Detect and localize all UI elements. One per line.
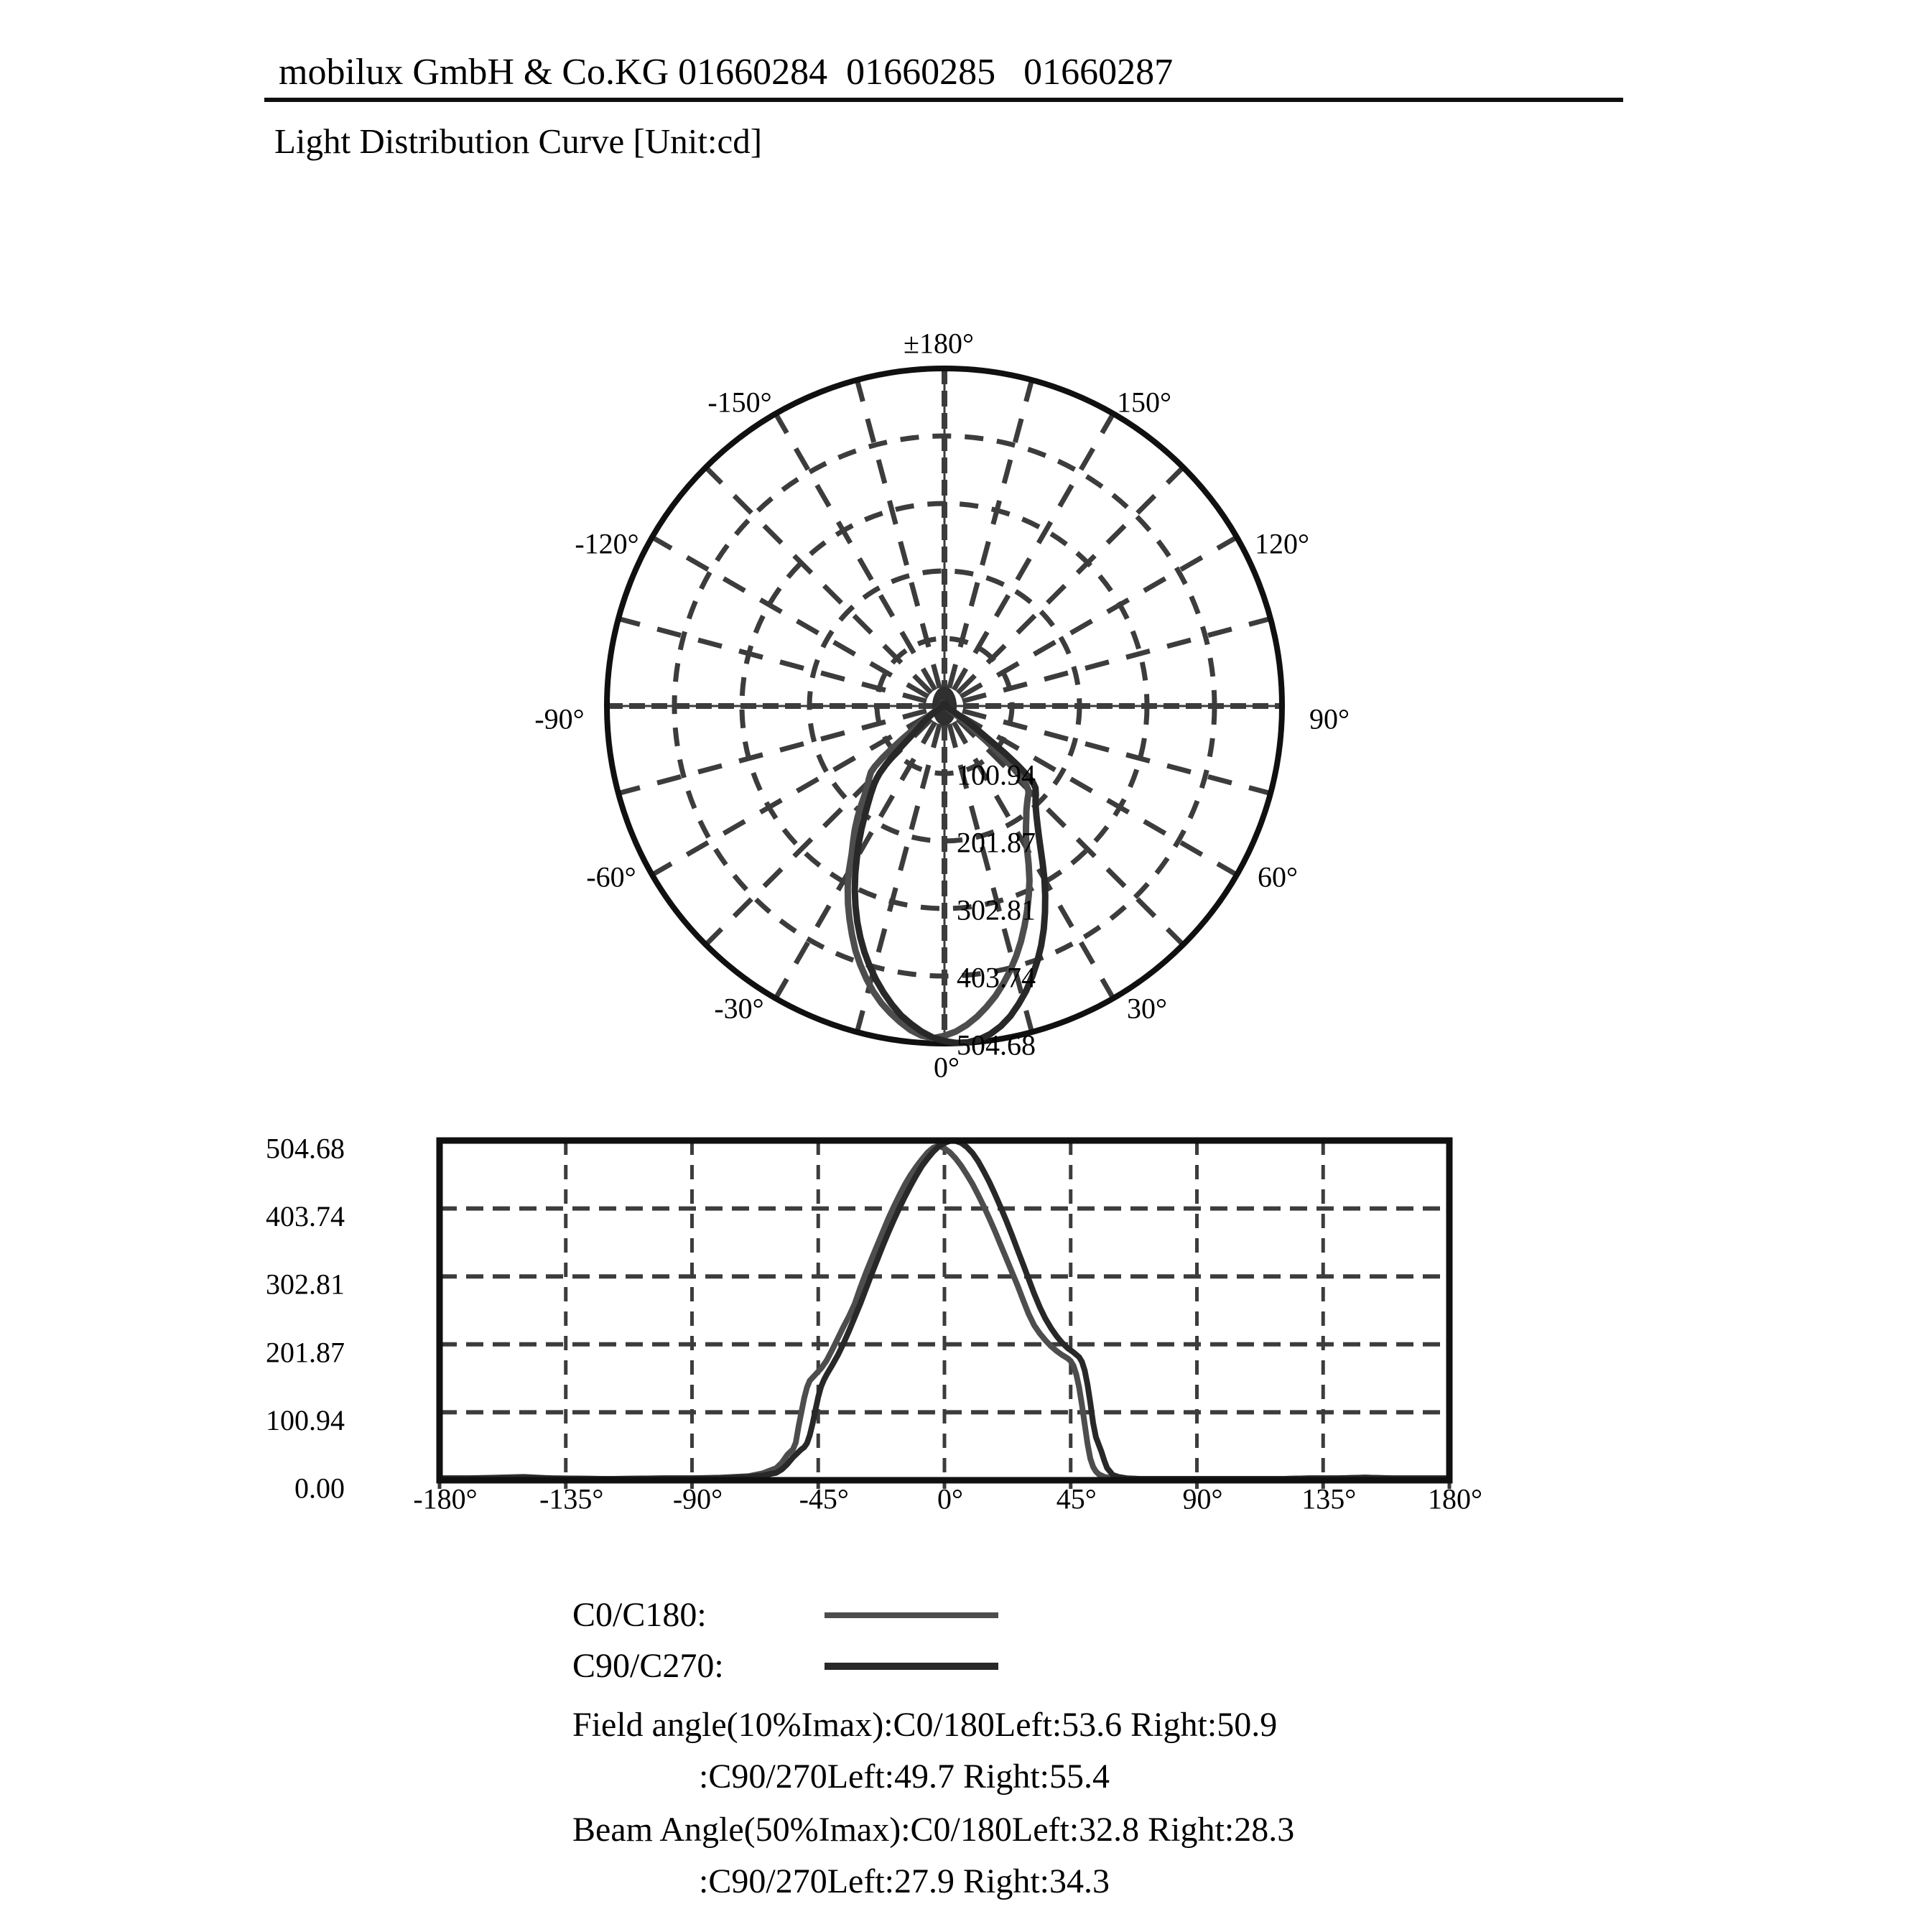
polar-spoke <box>652 715 929 875</box>
document-title: mobilux GmbH & Co.KG 01660284 01660285 01660287 <box>279 52 1174 93</box>
polar-spoke <box>652 537 929 697</box>
polar-spoke <box>961 537 1237 697</box>
polar-angle-label-90: 90° <box>1309 702 1350 735</box>
polar-angle-label--90: -90° <box>534 702 585 735</box>
polar-radial-label-302.81: 302.81 <box>957 893 1036 926</box>
cartesian-xlabel--90: -90° <box>672 1482 723 1515</box>
legend-label-c0-c180: C0/C180: <box>572 1596 707 1634</box>
cartesian-xlabel-45: 45° <box>1056 1482 1097 1515</box>
polar-radial-label-201.87: 201.87 <box>957 826 1036 859</box>
polar-chart <box>534 328 1350 1084</box>
legend-line-c90-c270 <box>825 1663 998 1670</box>
cartesian-ylabel-504.68: 504.68 <box>266 1132 345 1165</box>
cartesian-ylabel-201.87: 201.87 <box>266 1336 345 1369</box>
polar-spoke <box>962 618 1271 701</box>
polar-spoke <box>776 414 935 690</box>
polar-radial-label-100.94: 100.94 <box>957 758 1036 791</box>
cartesian-xlabel-135: 135° <box>1301 1482 1357 1515</box>
polar-spoke <box>618 618 926 701</box>
cartesian-xlabel-90: 90° <box>1182 1482 1223 1515</box>
cartesian-xlabel--180: -180° <box>413 1482 478 1515</box>
cartesian-xlabel-0: 0° <box>937 1482 963 1515</box>
cartesian-ylabel-302.81: 302.81 <box>266 1268 345 1301</box>
polar-angle-label-0: 0° <box>934 1051 960 1084</box>
cartesian-ylabel-100.94: 100.94 <box>266 1403 345 1436</box>
polar-angle-label--120: -120° <box>575 527 639 560</box>
polar-angle-label-180: ±180° <box>904 327 974 360</box>
field-angle-c90-line: :C90/270Left:49.7 Right:55.4 <box>699 1757 1110 1796</box>
legend-label-c90-c270: C90/C270: <box>572 1647 724 1685</box>
cartesian-ylabel-0.00: 0.00 <box>294 1472 345 1505</box>
field-angle-c0-line: Field angle(10%Imax):C0/180Left:53.6 Right:50.9 <box>572 1706 1278 1744</box>
cartesian-xlabel--135: -135° <box>539 1482 604 1515</box>
polar-angle-label-30: 30° <box>1127 992 1167 1025</box>
polar-angle-label--60: -60° <box>586 860 636 893</box>
polar-angle-label--30: -30° <box>714 992 764 1025</box>
polar-radial-label-403.74: 403.74 <box>957 961 1036 994</box>
polar-spoke <box>949 380 1032 688</box>
polar-spoke <box>618 711 926 794</box>
cartesian-xlabel-180: 180° <box>1428 1482 1482 1515</box>
chart-title: Light Distribution Curve [Unit:cd] <box>274 121 763 161</box>
cartesian-ylabel-403.74: 403.74 <box>266 1200 345 1233</box>
cartesian-xlabel--45: -45° <box>799 1482 849 1515</box>
polar-spoke <box>954 414 1113 690</box>
cartesian-chart <box>266 1133 1482 1515</box>
beam-angle-c90-line: :C90/270Left:27.9 Right:34.3 <box>699 1862 1110 1900</box>
polar-angle-label-120: 120° <box>1255 527 1309 560</box>
polar-angle-label-150: 150° <box>1117 386 1171 419</box>
legend-line-c0-c180 <box>825 1612 998 1618</box>
beam-angle-c0-line: Beam Angle(50%Imax):C0/180Left:32.8 Right:28.3 <box>572 1811 1295 1849</box>
polar-angle-label-60: 60° <box>1258 860 1298 893</box>
polar-angle-label--150: -150° <box>707 386 772 419</box>
polar-spoke <box>857 380 939 688</box>
polar-radial-label-504.68: 504.68 <box>957 1028 1036 1062</box>
